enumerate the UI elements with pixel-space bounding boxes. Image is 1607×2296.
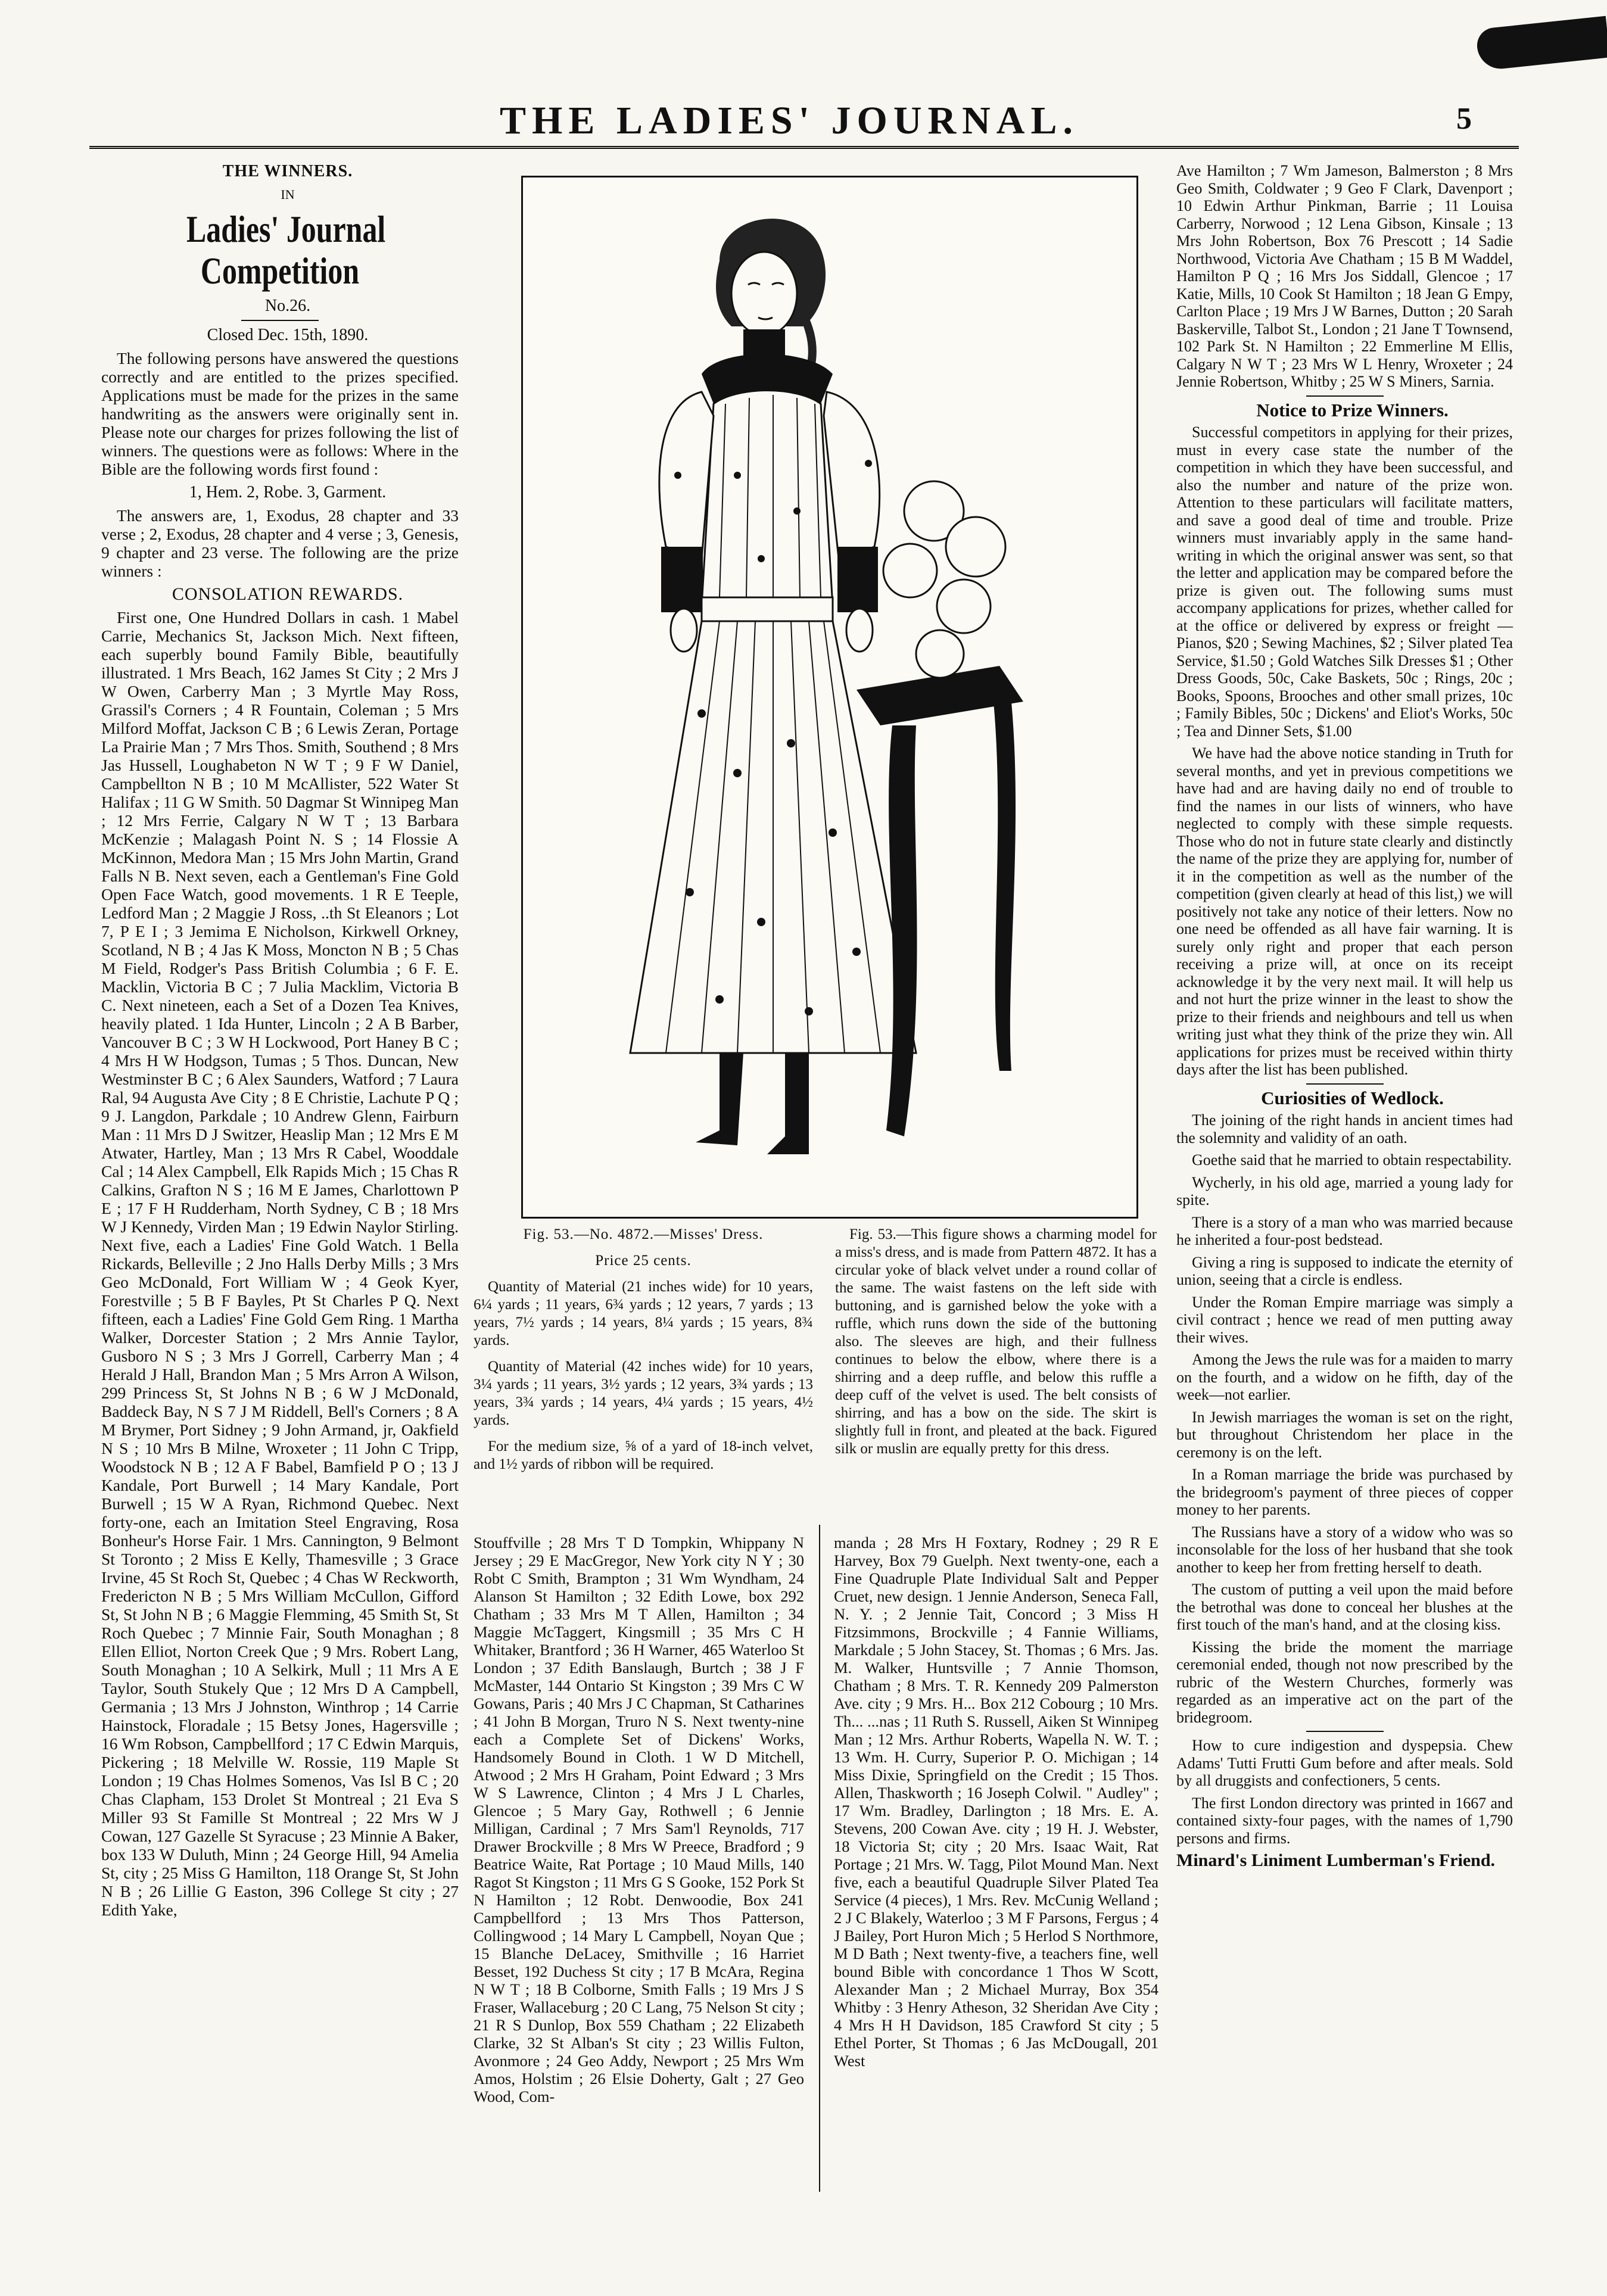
curiosity-9: In a Roman marriage the bride was purchased by the bridegroom's payment of three pieces of copper money to her parents.: [1176, 1466, 1513, 1518]
liniment-advert: Minard's Liniment Lumberman's Friend.: [1176, 1850, 1496, 1870]
winners-continued-4: Ave Hamilton ; 7 Wm Jameson, Balmerston ; 8 Mrs Geo Smith, Coldwater ; 9 Geo F Clark, Davenport ; 10 Edwin Arthur Pinkman, Barrie ; 11 Louisa Carberry, Norwood ; 12 Lena Gibson, Kinsale ; 13 Mrs John Robertson, Box 76 Prescott ; 14 Sadie Northwood, Victoria Ave Chatham ; 15 B M Waddel, Hamilton P Q ; 16 Mrs Jos Siddall, Glencoe ; 17 Katie, Mills, 10 Cook St Hamilton ; 18 Jean G Empy, Carlton Place ; 19 Mrs J W Barnes, Dutton ; 20 Sarah Baskerville, Talbot St., London ; 21 Jane T Townsend, 102 Park St. N Hamilton ; 22 Emmerline M Ellis, Calgary N W T ; 23 Mrs W L Henry, Wroxeter ; 24 Jennie Robertson, Whitby ; 25 W S Miners, Sarnia.: [1176, 162, 1513, 390]
curiosity-1: The joining of the right hands in ancient times had the solemnity and validity of an oath.: [1176, 1111, 1513, 1147]
divider: [241, 320, 319, 321]
curiosity-12: Kissing the bride the moment the marriage ceremonial ended, though not now prescribed by the rubric of the Western Churches, formerly was regarded as an imperative act on the part of the bridegroom.: [1176, 1638, 1513, 1726]
winners-heading: THE WINNERS.: [222, 162, 353, 180]
column-continued-2: [474, 1534, 804, 2110]
divider: [1306, 1083, 1384, 1085]
curiosity-7: Among the Jews the rule was for a maiden to marry on the fourth, and a widow on he fifth, day of the week—not earlier.: [1176, 1351, 1513, 1403]
curiosity-5: Giving a ring is supposed to indicate the eternity of union, seeing that a circle is endless.: [1176, 1253, 1513, 1288]
notice-paragraph-1: Successful competitors in applying for their prizes, must in every case state the number of the competition in which they have been successful, and also the number and nature of the prize won. Attention to these particulars will facilitate matters, and save a good deal of time and trouble. Prize winners must invariably apply in the same hand-writing in which the original answer was sent, so that the letter and application may be compared before the prize is given out. The following sums must accompany applications for prizes, whether called for at the office or delivered by express or freight —Pianos, $20 ; Sewing Machines, $2 ; Silver plated Tea Service, $1.50 ; Gold Watches Silk Dresses $1 ; Other Dress Goods, 50c, Cake Baskets, 50c ; Rings, 20c ; Books, Spoons, Brooches and other small prizes, 10c ; Family Bibles, 50c ; Dickens' and Eliot's Works, 50c ; Tea and Dinner Sets, $1.00: [1176, 423, 1513, 740]
curiosity-6: Under the Roman Empire marriage was simply a civil contract ; hence we read of men putting away their wives.: [1176, 1293, 1513, 1346]
closed-date: Closed Dec. 15th, 1890.: [207, 326, 369, 344]
winners-continued-2: Stouffville ; 28 Mrs T D Tompkin, Whippany N Jersey ; 29 E MacGregor, New York city N Y ; 30 Robt C Smith, Brampton ; 31 Wm Wyndham, 24 Alanson St Hamilton ; 32 Edith Lowe, box 292 Chatham ; 33 Mrs M T Allen, Hamilton ; 34 Maggie McTaggert, Kingsmill ; 35 Mrs C H Whitaker, Brantford ; 36 H Warner, 465 Waterloo St London ; 37 Edith Banslaugh, Burtch ; 38 J F McMaster, 144 Ontario St Kingston ; 39 Mrs C W Gowans, Paris ; 40 Mrs J C Chapman, St Catharines ; 41 John B Morgan, Truro N S. Next twenty-nine each a Complete Set of Dickens' Works, Handsomely Bound in Cloth. 1 W D Mitchell, Atwood ; 2 Mrs H Graham, Point Edward ; 3 Mrs W S Lawrence, Clinton ; 4 Mrs J L Charles, Glencoe ; 5 Mary Gay, Rothwell ; 6 Jennie Milligan, Cardinal ; 7 Mrs Sam'l Reynolds, 717 Drawer Brockville ; 8 Mrs W Preece, Bradford ; 9 Beatrice Waite, Rat Portage ; 10 Maud Mills, 140 Ragot St Kingston ; 11 Mrs G S Gooke, 152 Pork St N Hamilton ; 12 Robt. Denwoodie, Box 241 Campbellford ; 13 Mrs Thos Patterson, Collingwood ; 14 Mary L Campbell, Noyan Que ; 15 Blanche DeLacey, Smithville ; 16 Harriet Besset, 192 Duchess St city ; 17 B McAra, Regina N W T ; 18 B Colborne, Smith Falls ; 19 Mrs J S Fraser, Wallaceburg ; 20 C Lang, 75 Nelson St city ; 21 R S Dunlop, Box 559 Chatham ; 22 Elizabeth Clarke, 32 St Alban's St city ; 23 Willis Fulton, Avonmore ; 24 Geo Addy, Newport ; 25 Mrs Wm Amos, Holstim ; 26 Elsie Doherty, Galt ; 27 Geo Wood, Com-: [474, 1534, 804, 2105]
masthead-rule: [89, 146, 1519, 149]
caption-title: Fig. 53.—No. 4872.—Misses' Dress.: [523, 1226, 764, 1242]
curiosity-8: In Jewish marriages the woman is set on the right, but throughout Christendom her place in the ceremony is on the left.: [1176, 1408, 1513, 1461]
notice-paragraph-2: We have had the above notice standing in Truth for several months, and yet in previous competitions we have had and are having daily no end of trouble to find the names in our lists of winners, who have neglected to comply with these simple requests. Those who do not in future state clearly and distinctly the name of the prize they are applying for, number of it in the competition as well as the number of the competition (given clearly at head of this list,) we will positively not take any notice of their letters. Now no one need be offended as all have fair warning. It is surely only right and proper that each person receiving a prize will, at once on its receipt acknowledge it by the very next mail. It will help us and not hurt the prize winner in the least to show the prize to their friends and neighbours and tell us when writing just what they think of the prize they win. All applications for prizes must be received within thirty days after the list has been published.: [1176, 744, 1513, 1078]
curiosity-10: The Russians have a story of a widow who was so inconsolable for the loss of her husband that she took another to keep her from fretting herself to death.: [1176, 1523, 1513, 1576]
winners-continued-3: manda ; 28 Mrs H Foxtary, Rodney ; 29 R E Harvey, Box 79 Guelph. Next twenty-one, each a Fine Quadruple Plate Individual Salt and Pepper Cruet, new design. 1 Jennie Anderson, Seneca Fall, N. Y. ; 2 Jennie Tait, Concord ; 3 Miss H Fitzsimmons, Brockville ; 4 Fannie Williams, Markdale ; 5 John Stacey, St. Thomas ; 6 Mrs. Jas. M. Walker, Huntsville ; 7 Annie Thomson, Chatham ; 8 Mrs. T. R. Kennedy 209 Palmerston Ave. city ; 9 Mrs. H... Box 212 Cobourg ; 10 Mrs. Th... ...nas ; 11 Ruth S. Russell, Aiken St Winnipeg Man ; 12 Mrs. Arthur Roberts, Wapella N. W. T. ; 13 Wm. H. Curry, Superior P. O. Michigan ; 14 Miss Dixie, Springfield on the Credit ; 15 Thos. Allen, Thaskworth ; 16 Joseph Colwil. " Audley" ; 17 Wm. Bradley, Darlington ; 18 Mrs. E. A. Stevens, 200 Cowan Ave. city ; 19 H. J. Webster, 18 Victoria St; city ; 20 Mrs. Isaac Wait, Rat Portage ; 21 Mrs. W. Tagg, Pilot Mound Man. Next five, each a beautiful Quadruple Silver Plated Tea Service (4 pieces), 1 Mrs. Rev. McCunig Welland ; 2 J C Blakely, Waterloo ; 3 M F Parsons, Fergus ; 4 J Bailey, Port Huron Mich ; 5 Herlod S Northmore, M D Bath ; Next twenty-five, a teachers fine, well bound Bible with concordance 1 Thos W Scott, Alexander Man ; 2 Michael Murray, Box 354 Whitby : 3 Henry Atheson, 32 Sheridan Ave City ; 4 Mrs H H Davidson, 185 Crawford St city ; 5 Ethel Porter, St Thomas ; 6 Jas McDougall, 201 West: [834, 1534, 1158, 2070]
material-42: Quantity of Material (42 inches wide) for 10 years, 3¼ yards ; 11 years, 3½ yards ; 12 years, 3¾ yards ; 13 years, 3¾ yards ; 14 years, 4¼ yards ; 15 years, 4½ yards.: [474, 1359, 813, 1428]
gum-advert: How to cure indigestion and dyspepsia. Chew Adams' Tutti Frutti Gum before and after meals. Sold by all druggists and confectioners, 5 cents.: [1176, 1737, 1513, 1789]
column-continued-3: [834, 1534, 1158, 2074]
directory-note: The first London directory was printed in 1667 and contained sixty-four pages, with the names of 1,790 persons and firms.: [1176, 1794, 1513, 1847]
competition-number: No.26.: [264, 297, 311, 315]
figure-description: Fig. 53.—This figure shows a charming model for a miss's dress, and is made from Pattern 4872. It has a circular yoke of black velvet under a round collar of the same. The waist fastens on the left side with buttoning, and is garnished below the yoke with a ruffle, which runs down the side of the buttoning also. The sleeves are high, and their fullness continues to below the elbow, where there is a shirring and a deep ruffle, and below this ruffle a deep cuff of the velvet is used. The belt consists of shirring, and has a bow on the side. The skirt is slightly full in front, and pleated at the back. Figured silk or muslin are equally pretty for this dress.: [835, 1226, 1157, 1457]
curiosity-4: There is a story of a man who was married because he inherited a four-post bedstead.: [1176, 1213, 1513, 1248]
medium-size: For the medium size, ⅝ of a yard of 18-inch velvet, and 1½ yards of ribbon will be required.: [474, 1438, 813, 1472]
masthead-title: THE LADIES' JOURNAL.: [500, 99, 1079, 142]
curiosity-11: The custom of putting a veil upon the maid before the betrothal was done to conceal her blushes at the first touch of the man's hand, and at the closing kiss.: [1176, 1581, 1513, 1633]
curiosities-heading: Curiosities of Wedlock.: [1261, 1087, 1444, 1108]
curiosity-2: Goethe said that he married to obtain respectability.: [1192, 1151, 1512, 1169]
caption-price: Price 25 cents.: [595, 1253, 692, 1269]
competition-title: Ladies' Journal Competition: [186, 208, 386, 292]
figure-caption-left: [474, 1226, 813, 1482]
winners-list: First one, One Hundred Dollars in cash. 1 Mabel Carrie, Mechanics St, Jackson Mich. Next fifteen, each superbly bound Family Bible, beautifully illustrated. 1 Mrs Beach, 162 James St City ; 2 Mrs J W Owen, Carberry Man ; 3 Myrtle May Ross, Grassil's Corners ; 4 R Fountain, Coleman ; 5 Mrs Milford Moffat, Jackson C B ; 6 Lewis Zeran, Portage La Prairie Man ; 7 Mrs Thos. Smith, Southend ; 8 Mrs Jas Hussell, Loughabeton N W T ; 9 F W Daniel, Campbellton N B ; 10 M McAllister, 522 Water St Halifax ; 11 G W Smith. 50 Dagmar St Winnipeg Man ; 12 Mrs Ferrie, Calgary N W T ; 13 Barbara McKenzie ; Malagash Point N. S ; 14 Flossie A McKinnon, Medora Man ; 15 Mrs John Martin, Grand Falls N B. Next seven, each a Gentleman's Fine Gold Open Face Watch, good movements. 1 R E Teeple, Ledford Man ; 2 Maggie J Ross, ..th St Eleanors ; Lot 7, P E I ; 3 Jemima E Nicholson, Kirkwell Orkney, Scotland, N B ; 4 Jas K Moss, Moncton N B ; 5 Chas M Field, Rodger's Pass British Columbia ; 6 F. E. Macklin, Victoria B C ; 7 Julia Macklim, Victoria B C. Next nineteen, each a Set of a Dozen Tea Knives, heavily plated. 1 Ida Hunter, Lincoln ; 2 A B Barber, Vancouver B C ; 3 W H Lockwood, Port Haney B C ; 4 Mrs H W Hodgson, Tumas ; 5 Thos. Duncan, New Westminster B C ; 6 Alex Saunders, Watford ; 7 Laura Ral, 94 Augusta Ave City ; 8 E Christie, Lachute P Q ; 9 J. Langdon, Parkdale ; 10 Andrew Glenn, Fairburn Man : 11 Mrs D J Switzer, Heaslip Man ; 12 Mrs E M Atwater, Hartley, Man ; 13 Mrs R Cabel, Wooddale Cal ; 14 Alex Campbell, Elk Rapids Mich ; 15 Chas R Calkins, Grafton N S ; 16 M E James, Charlottown P E ; 17 F H Rudderham, North Sydney, C B ; 18 Mrs W J Kennedy, Virden Man ; 19 Edwin Naylor Stirling. Next five, each a Ladies' Fine Gold Watch. 1 Bella Rickards, Belleville ; 2 Jno Halls Derby Mills ; 3 Mrs Geo McDonald, Fort William W ; 4 Geok Kyer, Forestville ; 5 B F Bayles, Pt St Charles P Q. Next fifteen, each a Ladies' Fine Gold Gem Ring. 1 Martha Walker, Dorcester Station ; 2 Mrs Annie Taylor, Gusboro N S ; 3 Mrs J Gorrell, Carberry Man ; 4 Herald J Hall, Brandon Man ; 5 Mrs Arron A Wilson, 299 Princess St, St Johns N B ; 6 W J McDonald, Baddeck Bay, N S 7 J M Riddell, Bell's Corners ; 8 A M Brymer, Port Sidney ; 9 John Armand, jr, Oakfield N S ; 10 Mrs B Milne, Wroxeter ; 11 John C Tripp, Woodstock N B ; 12 A F Babel, Bamfield P O ; 13 J Kandale, Port Burwell ; 14 Mary Kandale, Port Burwell ; 15 W A Ryan, Richmond Quebec. Next forty-one, each an Imitation Steel Engraving, Rosa Bonheur's Horse Fair. 1 Mrs. Cannington, 9 Belmont St Toronto ; 2 Miss E Kelly, Thamesville ; 3 Grace Irvine, 45 St Roch St, Quebec ; 4 Chas W Reckworth, Fredericton N B ; 5 Mrs William McCullon, Gifford St, St John N B ; 6 Maggie Flemming, 45 Smith St, St Roch Quebec ; 7 Minnie Fair, South Monaghan ; 8 Ellen Elliot, Norton Creek Que ; 9 Mrs. Robert Lang, South Monaghan ; 10 A Selkirk, Mull ; 11 Mrs A E Taylor, South Stukely Que ; 12 Mrs D A Campbell, Germania ; 13 Mrs J Johnston, Winthrop ; 14 Carrie Hainstock, Floradale ; 15 Betsy Jones, Hagersville ; 16 Wm Robson, Campbellford ; 17 C Edwin Marquis, Pickering ; 18 Melville W. Rossie, 119 Maple St London ; 19 Chas Holmes Somenos, Vas Isl B C ; 20 Chas Clapham, 153 Drolet St Montreal ; 21 Eva S Miller 93 St Famille St Montreal ; 22 Mrs W J Cowan, 127 Gazelle St Syracuse ; 23 Minnie A Baker, box 133 W Duluth, Minn ; 24 George Hill, 94 Amelia St, city ; 25 Miss G Hamilton, 118 Orange St, St John N B ; 26 Lillie G Easton, 396 College St city ; 27 Edith Yake,: [101, 608, 459, 1919]
curiosity-3: Wycherly, in his old age, married a young lady for spite.: [1176, 1173, 1513, 1208]
column-rule: [819, 1525, 820, 2192]
column-winners: [101, 162, 459, 1924]
notice-heading: Notice to Prize Winners.: [1256, 399, 1449, 420]
material-21: Quantity of Material (21 inches wide) for 10 years, 6¼ yards ; 11 years, 6¾ yards ; 12 years, 7 yards ; 13 years, 7½ yards ; 14 years, 8¼ yards ; 15 years, 8¾ yards.: [474, 1279, 813, 1348]
column-notices: [1176, 162, 1513, 1874]
dress-figure-drawing: [523, 177, 1136, 1217]
answers-line: 1, Hem. 2, Robe. 3, Garment.: [189, 483, 387, 501]
intro-paragraph: The following persons have answered the questions correctly and are entitled to the prizes specified. Applications must be made for the prizes in the same handwriting as the answers were originally sent in. Please note our charges for prizes following the list of winners. The questions were as follows: Where in the Bible are the following words first found :: [101, 349, 459, 478]
consolation-heading: CONSOLATION REWARDS.: [172, 584, 404, 604]
ink-blot: [1475, 16, 1607, 71]
divider: [1306, 395, 1384, 397]
answers-paragraph: The answers are, 1, Exodus, 28 chapter and 33 verse ; 2, Exodus, 28 chapter and 4 verse ; 3, Genesis, 9 chapter and 23 verse. The following are the prize winners :: [101, 506, 459, 580]
dress-illustration: [521, 176, 1138, 1219]
page-number: 5: [1456, 102, 1472, 136]
divider: [1306, 1731, 1384, 1732]
in-word: IN: [281, 187, 295, 202]
figure-caption-right: [835, 1226, 1157, 1466]
